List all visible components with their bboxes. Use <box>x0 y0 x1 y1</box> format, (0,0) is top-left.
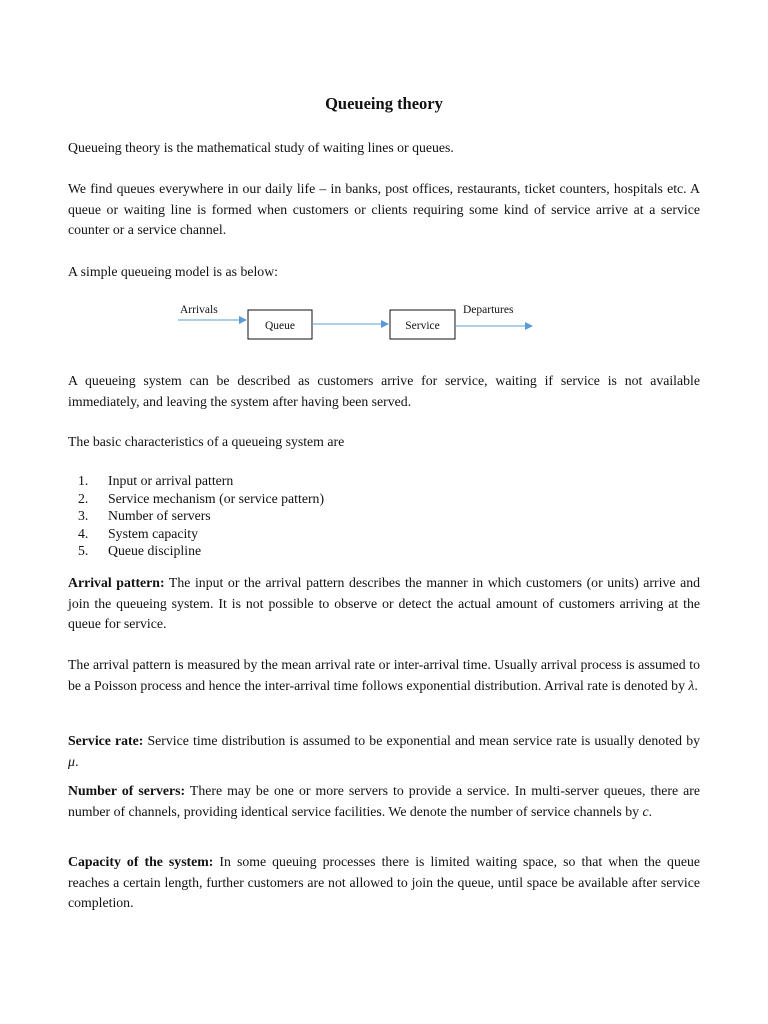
list-item <box>68 490 324 508</box>
arrival-pattern-heading: Arrival pattern: <box>68 575 165 590</box>
lambda-symbol: λ <box>688 677 695 693</box>
list-item <box>68 525 324 543</box>
list-item-text: Number of servers <box>108 508 211 524</box>
departures-label: Departures <box>463 304 514 316</box>
system-description-paragraph: A queueing system can be described as customers arrive for service, waiting if service is not available immediately, and leaving the system after having been served. <box>68 373 700 409</box>
page-title: Queueing theory <box>325 94 443 113</box>
intro-paragraph: Queueing theory is the mathematical study of waiting lines or queues. <box>68 140 454 155</box>
model-intro-paragraph: A simple queueing model is as below: <box>68 264 278 279</box>
list-item-number: 5. <box>78 543 89 559</box>
list-item-number: 1. <box>78 473 89 488</box>
list-item-text: System capacity <box>108 525 199 541</box>
capacity-paragraph <box>68 852 700 914</box>
queue-label: Queue <box>264 320 296 332</box>
arrivals-label: Arrivals <box>180 304 218 316</box>
list-item-number: 2. <box>78 490 89 506</box>
list-item-number: 4. <box>78 525 89 541</box>
service-rate-paragraph <box>68 731 700 772</box>
list-item-number: 3. <box>78 508 89 524</box>
list-item-text: Queue discipline <box>108 543 202 559</box>
queueing-model-diagram <box>160 296 560 346</box>
characteristics-intro-paragraph: The basic characteristics of a queueing system are <box>68 434 345 449</box>
service-rate-end: . <box>74 753 79 769</box>
list-item-text: Input or arrival pattern <box>108 473 234 488</box>
service-rate-heading: Service rate: <box>68 733 144 748</box>
c-symbol: c <box>642 803 649 819</box>
capacity-heading: Capacity of the system: <box>68 854 214 869</box>
number-of-servers-end: . <box>648 803 653 819</box>
list-item-text: Service mechanism (or service pattern) <box>108 490 325 506</box>
list-item <box>68 472 324 490</box>
number-of-servers-paragraph <box>68 781 700 822</box>
list-item <box>68 542 324 560</box>
arrival-measure-paragraph <box>68 655 700 696</box>
arrival-measure-text: The arrival pattern is measured by the mean arrival rate or inter-arrival time. Usually arrival process is assumed to be a Poisson process and hence the inter-arrival time follows exponential distribution. Arrival rate is denoted by <box>68 657 700 693</box>
service-label: Service <box>405 320 440 332</box>
arrival-pattern-text: The input or the arrival pattern describes the manner in which customers (or units) arrive and join the queueing system. It is not possible to observe or detect the actual amount of customers arriving at the queue for service. <box>68 575 700 632</box>
number-of-servers-heading: Number of servers: <box>68 783 186 798</box>
service-rate-text: Service time distribution is assumed to be exponential and mean service rate is usually denoted by <box>143 733 700 748</box>
arrival-pattern-paragraph <box>68 573 700 635</box>
mu-symbol: μ <box>68 753 75 769</box>
arrival-measure-end: . <box>694 677 698 693</box>
characteristics-list <box>68 472 324 560</box>
number-of-servers-text: There may be one or more servers to provide a service. In multi-server queues, there are number of channels, providing identical service facilities. We denote the number of service channels by <box>68 783 700 819</box>
list-item <box>68 507 324 525</box>
everywhere-paragraph: We find queues everywhere in our daily life – in banks, post offices, restaurants, ticket counters, hospitals etc. A queue or waiting line is formed when customers or clients requiring some kind of service arrive at a service counter or a service channel. <box>68 181 700 238</box>
capacity-text: In some queuing processes there is limited waiting space, so that when the queue reaches a certain length, further customers are not allowed to join the queue, until space be available after service completion. <box>68 854 701 911</box>
